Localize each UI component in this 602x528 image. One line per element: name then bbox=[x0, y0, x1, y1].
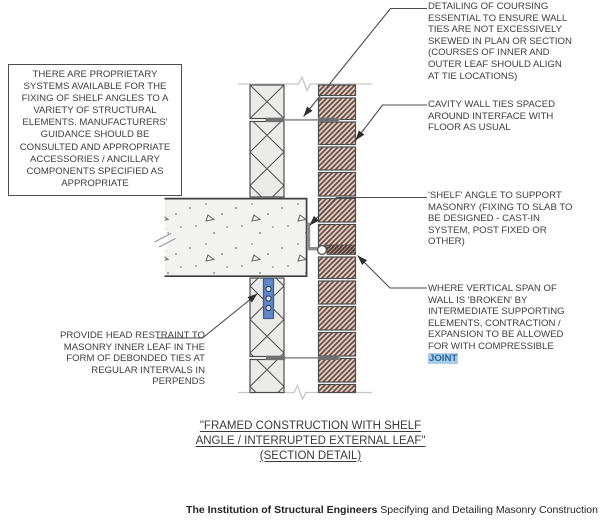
outer-leaf-brickwork bbox=[319, 85, 356, 393]
wall-tie-upper bbox=[266, 118, 340, 122]
annotation-text bbox=[428, 190, 572, 248]
brick bbox=[319, 333, 356, 357]
text-line: ESSENTIAL TO ENSURE WALL bbox=[428, 12, 568, 24]
text-line: SYSTEM, POST FIXED OR bbox=[428, 224, 547, 236]
angle-bolt bbox=[318, 246, 327, 255]
text-line: ELEMENTS, CONTRACTION / bbox=[428, 317, 561, 329]
text-line: APPROPRIATE bbox=[61, 177, 129, 189]
drawing-caption bbox=[148, 419, 473, 463]
text-line: OTHER) bbox=[428, 236, 465, 248]
text-line: PROVIDE HEAD RESTRAINT TO bbox=[59, 330, 205, 341]
brick bbox=[319, 122, 356, 145]
brick bbox=[319, 98, 356, 120]
floor-slab bbox=[154, 199, 307, 277]
caption-text bbox=[148, 419, 473, 463]
leader-cavity-wall-ties bbox=[356, 105, 428, 141]
annotation-text bbox=[428, 1, 572, 82]
joint-highlighted-word[interactable]: JOINT bbox=[429, 352, 458, 364]
text-line: GUIDANCE SHOULD BE bbox=[40, 129, 150, 141]
brick bbox=[319, 257, 356, 279]
text-line: FOR WITH COMPRESSIBLE bbox=[428, 340, 554, 352]
brick bbox=[319, 385, 356, 393]
text-line: (SECTION DETAIL) bbox=[259, 449, 362, 462]
wall-tie-lower bbox=[266, 356, 340, 360]
brick bbox=[319, 359, 356, 383]
text-line: INTERMEDIATE SUPPORTING bbox=[428, 306, 565, 318]
block bbox=[250, 122, 284, 198]
text-line: FLOOR AS USUAL bbox=[428, 122, 511, 134]
brick bbox=[319, 147, 356, 170]
annotation-head-restraint bbox=[6, 330, 205, 388]
annotation-text bbox=[428, 99, 555, 134]
block bbox=[250, 85, 284, 119]
text-line: 'SHELF' ANGLE TO SUPPORT bbox=[428, 190, 562, 201]
text-line: MASONRY INNER LEAF IN THE bbox=[63, 341, 205, 353]
compressible-joint bbox=[327, 245, 356, 255]
text-line: ELEMENTS. MANUFACTURERS' bbox=[22, 117, 168, 129]
text-line: THERE ARE PROPRIETARY bbox=[32, 69, 158, 80]
text-line: EXPANSION TO BE ALLOWED bbox=[428, 329, 564, 341]
text-line: OUTER LEAF SHOULD ALIGN bbox=[428, 58, 562, 70]
text-line: AROUND INTERFACE WITH bbox=[428, 110, 554, 122]
annotation-text bbox=[6, 330, 205, 388]
annotation-text bbox=[428, 283, 565, 353]
text-line: SYSTEMS AVAILABLE FOR THE bbox=[23, 81, 167, 93]
note-text bbox=[10, 69, 180, 190]
text-line: FIXING OF SHELF ANGLES TO A bbox=[21, 93, 169, 105]
text-line: TIES ARE NOT EXCESSIVELY bbox=[428, 24, 563, 36]
text-line: "FRAMED CONSTRUCTION WITH SHELF bbox=[199, 420, 422, 432]
text-line: CAVITY WALL TIES SPACED bbox=[428, 99, 556, 110]
text-line: ACCESSORIES / ANCILLARY bbox=[30, 153, 160, 165]
text-line: DETAILING OF COURSING bbox=[428, 1, 549, 12]
text-line: SKEWED IN PLAN OR SECTION bbox=[428, 35, 572, 47]
text-line: ANGLE / INTERRUPTED EXTERNAL LEAF" bbox=[195, 434, 426, 447]
text-line: FORM OF DEBONDED TIES AT bbox=[66, 353, 205, 365]
publication-title: Specifying and Detailing Masonry Construction bbox=[377, 504, 598, 516]
block bbox=[250, 360, 284, 393]
brick bbox=[319, 173, 356, 197]
debonded-tie bbox=[264, 279, 274, 319]
text-line: CONSULTED AND APPROPRIATE bbox=[19, 141, 171, 153]
proprietary-systems-note bbox=[8, 64, 182, 196]
text-line: REGULAR INTERVALS IN bbox=[91, 364, 205, 376]
annotation-detailing-of-coursing bbox=[428, 1, 572, 82]
brick bbox=[319, 281, 356, 304]
publisher-name: The Institution of Structural Engineers bbox=[186, 504, 378, 516]
annotation-compressible-joint bbox=[428, 283, 565, 364]
text-line: WALL IS 'BROKEN' BY bbox=[428, 294, 528, 306]
brick bbox=[319, 307, 356, 331]
annotation-shelf-angle bbox=[428, 190, 572, 248]
leader-compressible-joint bbox=[358, 256, 428, 289]
annotation-cavity-wall-ties bbox=[428, 99, 555, 134]
joint-highlight-line bbox=[428, 353, 565, 365]
text-line: AT TIE LOCATIONS) bbox=[428, 70, 518, 82]
text-line: COMPONENTS SPECIFIED AS bbox=[26, 165, 164, 177]
text-line: PERPENDS bbox=[152, 376, 205, 388]
text-line: VARIETY OF STRUCTURAL bbox=[33, 105, 157, 117]
text-line: MASONRY (FIXING TO SLAB TO bbox=[428, 201, 573, 213]
text-line: BE DESIGNED - CAST-IN bbox=[428, 213, 540, 225]
footer-attribution bbox=[186, 504, 598, 516]
brick bbox=[319, 225, 356, 247]
text-line: WHERE VERTICAL SPAN OF bbox=[428, 283, 557, 294]
text-line: (COURSES OF INNER AND bbox=[428, 47, 550, 59]
